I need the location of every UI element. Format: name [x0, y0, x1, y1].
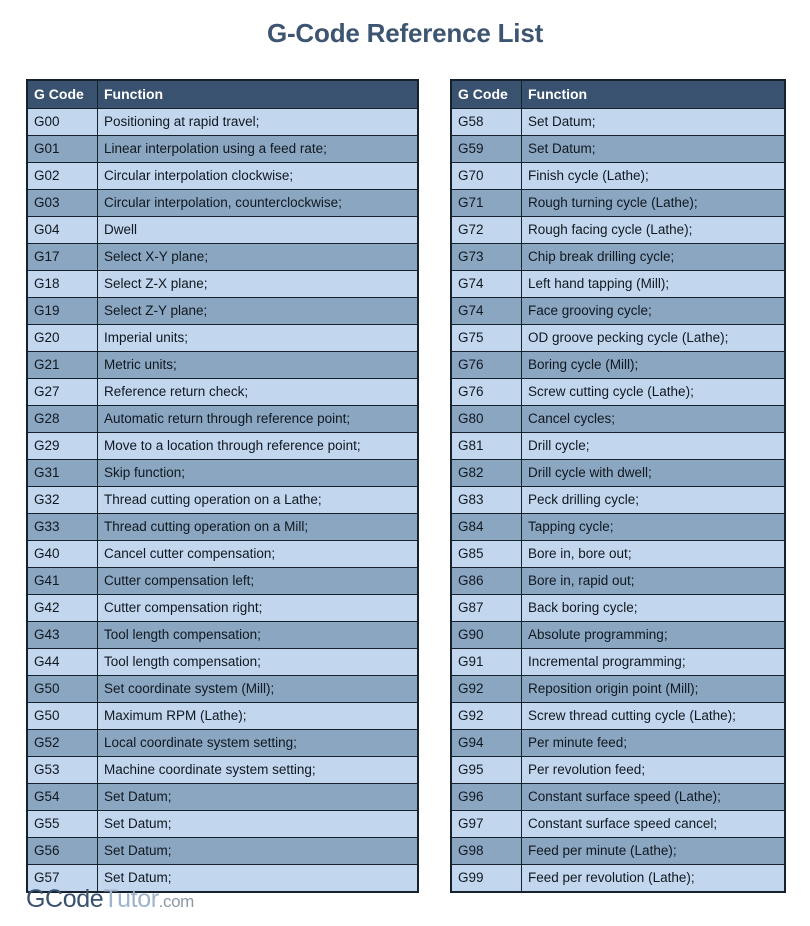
table-row	[28, 541, 418, 568]
cell-function: Feed per revolution (Lathe);	[522, 865, 785, 892]
cell-gcode: G18	[28, 271, 98, 298]
cell-function: Circular interpolation, counterclockwise;	[98, 190, 418, 217]
logo-text-domain: .com	[158, 892, 194, 911]
cell-function: Feed per minute (Lathe);	[522, 838, 785, 865]
cell-function: Left hand tapping (Mill);	[522, 271, 785, 298]
cell-gcode: G32	[28, 487, 98, 514]
cell-gcode: G29	[28, 433, 98, 460]
cell-gcode: G27	[28, 379, 98, 406]
cell-function: Face grooving cycle;	[522, 298, 785, 325]
table-header-row	[28, 81, 418, 109]
cell-gcode: G21	[28, 352, 98, 379]
column-header-gcode: G Code	[452, 81, 522, 109]
table-row	[28, 487, 418, 514]
cell-gcode: G96	[452, 784, 522, 811]
cell-gcode: G50	[28, 676, 98, 703]
cell-gcode: G83	[452, 487, 522, 514]
gcode-table-right-block	[450, 79, 786, 893]
cell-gcode: G86	[452, 568, 522, 595]
cell-gcode: G58	[452, 109, 522, 136]
table-row	[28, 298, 418, 325]
cell-gcode: G75	[452, 325, 522, 352]
page-title: G-Code Reference List	[266, 18, 544, 48]
cell-gcode: G50	[28, 703, 98, 730]
cell-gcode: G85	[452, 541, 522, 568]
table-row	[28, 433, 418, 460]
cell-function: Tool length compensation;	[98, 622, 418, 649]
cell-function: Rough turning cycle (Lathe);	[522, 190, 785, 217]
cell-function: Cutter compensation left;	[98, 568, 418, 595]
table-row	[452, 595, 785, 622]
cell-function: Reposition origin point (Mill);	[522, 676, 785, 703]
table-row	[452, 163, 785, 190]
table-row	[452, 487, 785, 514]
cell-gcode: G44	[28, 649, 98, 676]
table-row	[452, 811, 785, 838]
cell-function: Tapping cycle;	[522, 514, 785, 541]
table-row	[28, 649, 418, 676]
cell-gcode: G76	[452, 352, 522, 379]
cell-gcode: G33	[28, 514, 98, 541]
cell-function: Chip break drilling cycle;	[522, 244, 785, 271]
cell-function: OD groove pecking cycle (Lathe);	[522, 325, 785, 352]
cell-gcode: G71	[452, 190, 522, 217]
cell-gcode: G98	[452, 838, 522, 865]
cell-gcode: G55	[28, 811, 98, 838]
cell-gcode: G81	[452, 433, 522, 460]
table-row	[452, 568, 785, 595]
table-header-left	[28, 81, 418, 109]
cell-function: Per revolution feed;	[522, 757, 785, 784]
cell-function: Reference return check;	[98, 379, 418, 406]
cell-gcode: G97	[452, 811, 522, 838]
cell-function: Imperial units;	[98, 325, 418, 352]
cell-gcode: G95	[452, 757, 522, 784]
cell-function: Circular interpolation clockwise;	[98, 163, 418, 190]
table-body-left	[28, 109, 418, 892]
table-row	[28, 352, 418, 379]
cell-function: Bore in, bore out;	[522, 541, 785, 568]
cell-function: Thread cutting operation on a Mill;	[98, 514, 418, 541]
table-row	[28, 730, 418, 757]
table-row	[28, 622, 418, 649]
cell-function: Select Z-X plane;	[98, 271, 418, 298]
table-row	[452, 730, 785, 757]
cell-function: Screw thread cutting cycle (Lathe);	[522, 703, 785, 730]
table-row	[452, 433, 785, 460]
table-row	[452, 136, 785, 163]
table-row	[452, 784, 785, 811]
cell-function: Cutter compensation right;	[98, 595, 418, 622]
table-row	[28, 838, 418, 865]
cell-function: Select Z-Y plane;	[98, 298, 418, 325]
cell-gcode: G92	[452, 703, 522, 730]
cell-function: Dwell	[98, 217, 418, 244]
cell-gcode: G72	[452, 217, 522, 244]
gcode-table-left-block	[26, 79, 419, 893]
table-header-right	[452, 81, 785, 109]
table-row	[452, 460, 785, 487]
table-row	[28, 811, 418, 838]
cell-function: Bore in, rapid out;	[522, 568, 785, 595]
logo-text-tutor: Tutor	[103, 885, 159, 913]
column-header-gcode: G Code	[28, 81, 98, 109]
cell-gcode: G53	[28, 757, 98, 784]
cell-function: Drill cycle;	[522, 433, 785, 460]
cell-gcode: G74	[452, 271, 522, 298]
table-row	[452, 865, 785, 892]
table-row	[28, 136, 418, 163]
cell-function: Tool length compensation;	[98, 649, 418, 676]
gcode-table-right	[451, 80, 785, 892]
table-row	[28, 703, 418, 730]
cell-gcode: G02	[28, 163, 98, 190]
cell-gcode: G92	[452, 676, 522, 703]
cell-function: Local coordinate system setting;	[98, 730, 418, 757]
table-row	[28, 406, 418, 433]
cell-gcode: G99	[452, 865, 522, 892]
cell-gcode: G03	[28, 190, 98, 217]
table-row	[452, 271, 785, 298]
cell-function: Absolute programming;	[522, 622, 785, 649]
cell-function: Set Datum;	[98, 784, 418, 811]
table-row	[452, 379, 785, 406]
cell-gcode: G00	[28, 109, 98, 136]
cell-gcode: G01	[28, 136, 98, 163]
cell-gcode: G59	[452, 136, 522, 163]
table-row	[452, 622, 785, 649]
cell-gcode: G82	[452, 460, 522, 487]
cell-function: Finish cycle (Lathe);	[522, 163, 785, 190]
table-row	[452, 757, 785, 784]
cell-gcode: G41	[28, 568, 98, 595]
table-row	[28, 271, 418, 298]
cell-function: Cancel cutter compensation;	[98, 541, 418, 568]
table-row	[28, 460, 418, 487]
cell-gcode: G52	[28, 730, 98, 757]
column-header-function: Function	[522, 81, 785, 109]
table-row	[452, 298, 785, 325]
table-row	[452, 352, 785, 379]
cell-gcode: G74	[452, 298, 522, 325]
site-logo	[26, 885, 194, 914]
cell-function: Positioning at rapid travel;	[98, 109, 418, 136]
table-row	[28, 784, 418, 811]
table-row	[28, 514, 418, 541]
cell-function: Maximum RPM (Lathe);	[98, 703, 418, 730]
cell-function: Set Datum;	[98, 811, 418, 838]
table-row	[28, 676, 418, 703]
table-row	[452, 244, 785, 271]
cell-function: Constant surface speed cancel;	[522, 811, 785, 838]
cell-function: Cancel cycles;	[522, 406, 785, 433]
table-row	[452, 109, 785, 136]
table-row	[452, 649, 785, 676]
table-body-right	[452, 109, 785, 892]
cell-function: Constant surface speed (Lathe);	[522, 784, 785, 811]
cell-gcode: G56	[28, 838, 98, 865]
table-row	[28, 595, 418, 622]
cell-function: Incremental programming;	[522, 649, 785, 676]
cell-gcode: G31	[28, 460, 98, 487]
cell-gcode: G20	[28, 325, 98, 352]
logo-text-gcode: GCode	[26, 885, 104, 913]
cell-gcode: G28	[28, 406, 98, 433]
cell-function: Set Datum;	[522, 136, 785, 163]
cell-function: Peck drilling cycle;	[522, 487, 785, 514]
column-header-function: Function	[98, 81, 418, 109]
cell-function: Rough facing cycle (Lathe);	[522, 217, 785, 244]
cell-function: Metric units;	[98, 352, 418, 379]
cell-function: Skip function;	[98, 460, 418, 487]
cell-gcode: G40	[28, 541, 98, 568]
table-row	[452, 676, 785, 703]
cell-gcode: G73	[452, 244, 522, 271]
cell-function: Per minute feed;	[522, 730, 785, 757]
cell-gcode: G70	[452, 163, 522, 190]
cell-gcode: G87	[452, 595, 522, 622]
cell-gcode: G76	[452, 379, 522, 406]
table-row	[28, 244, 418, 271]
cell-gcode: G90	[452, 622, 522, 649]
cell-gcode: G57	[28, 865, 98, 892]
cell-function: Boring cycle (Mill);	[522, 352, 785, 379]
cell-function: Set coordinate system (Mill);	[98, 676, 418, 703]
cell-function: Move to a location through reference point;	[98, 433, 418, 460]
cell-function: Set Datum;	[98, 865, 418, 892]
table-row	[452, 406, 785, 433]
table-row	[28, 568, 418, 595]
cell-gcode: G19	[28, 298, 98, 325]
cell-function: Select X-Y plane;	[98, 244, 418, 271]
cell-function: Set Datum;	[98, 838, 418, 865]
table-row	[452, 703, 785, 730]
cell-function: Set Datum;	[522, 109, 785, 136]
cell-gcode: G94	[452, 730, 522, 757]
table-row	[452, 217, 785, 244]
table-row	[452, 541, 785, 568]
cell-function: Drill cycle with dwell;	[522, 460, 785, 487]
cell-gcode: G42	[28, 595, 98, 622]
cell-gcode: G80	[452, 406, 522, 433]
cell-gcode: G84	[452, 514, 522, 541]
cell-gcode: G43	[28, 622, 98, 649]
cell-function: Back boring cycle;	[522, 595, 785, 622]
cell-function: Automatic return through reference point;	[98, 406, 418, 433]
cell-gcode: G91	[452, 649, 522, 676]
table-row	[452, 190, 785, 217]
table-row	[28, 217, 418, 244]
cell-gcode: G17	[28, 244, 98, 271]
table-header-row	[452, 81, 785, 109]
table-row	[452, 838, 785, 865]
table-row	[452, 514, 785, 541]
table-row	[28, 109, 418, 136]
cell-function: Linear interpolation using a feed rate;	[98, 136, 418, 163]
cell-gcode: G04	[28, 217, 98, 244]
gcode-table-left	[27, 80, 418, 892]
cell-function: Thread cutting operation on a Lathe;	[98, 487, 418, 514]
table-row	[28, 190, 418, 217]
table-row	[28, 757, 418, 784]
table-row	[28, 325, 418, 352]
table-row	[28, 163, 418, 190]
cell-function: Machine coordinate system setting;	[98, 757, 418, 784]
table-row	[28, 379, 418, 406]
cell-function: Screw cutting cycle (Lathe);	[522, 379, 785, 406]
table-row	[452, 325, 785, 352]
cell-gcode: G54	[28, 784, 98, 811]
